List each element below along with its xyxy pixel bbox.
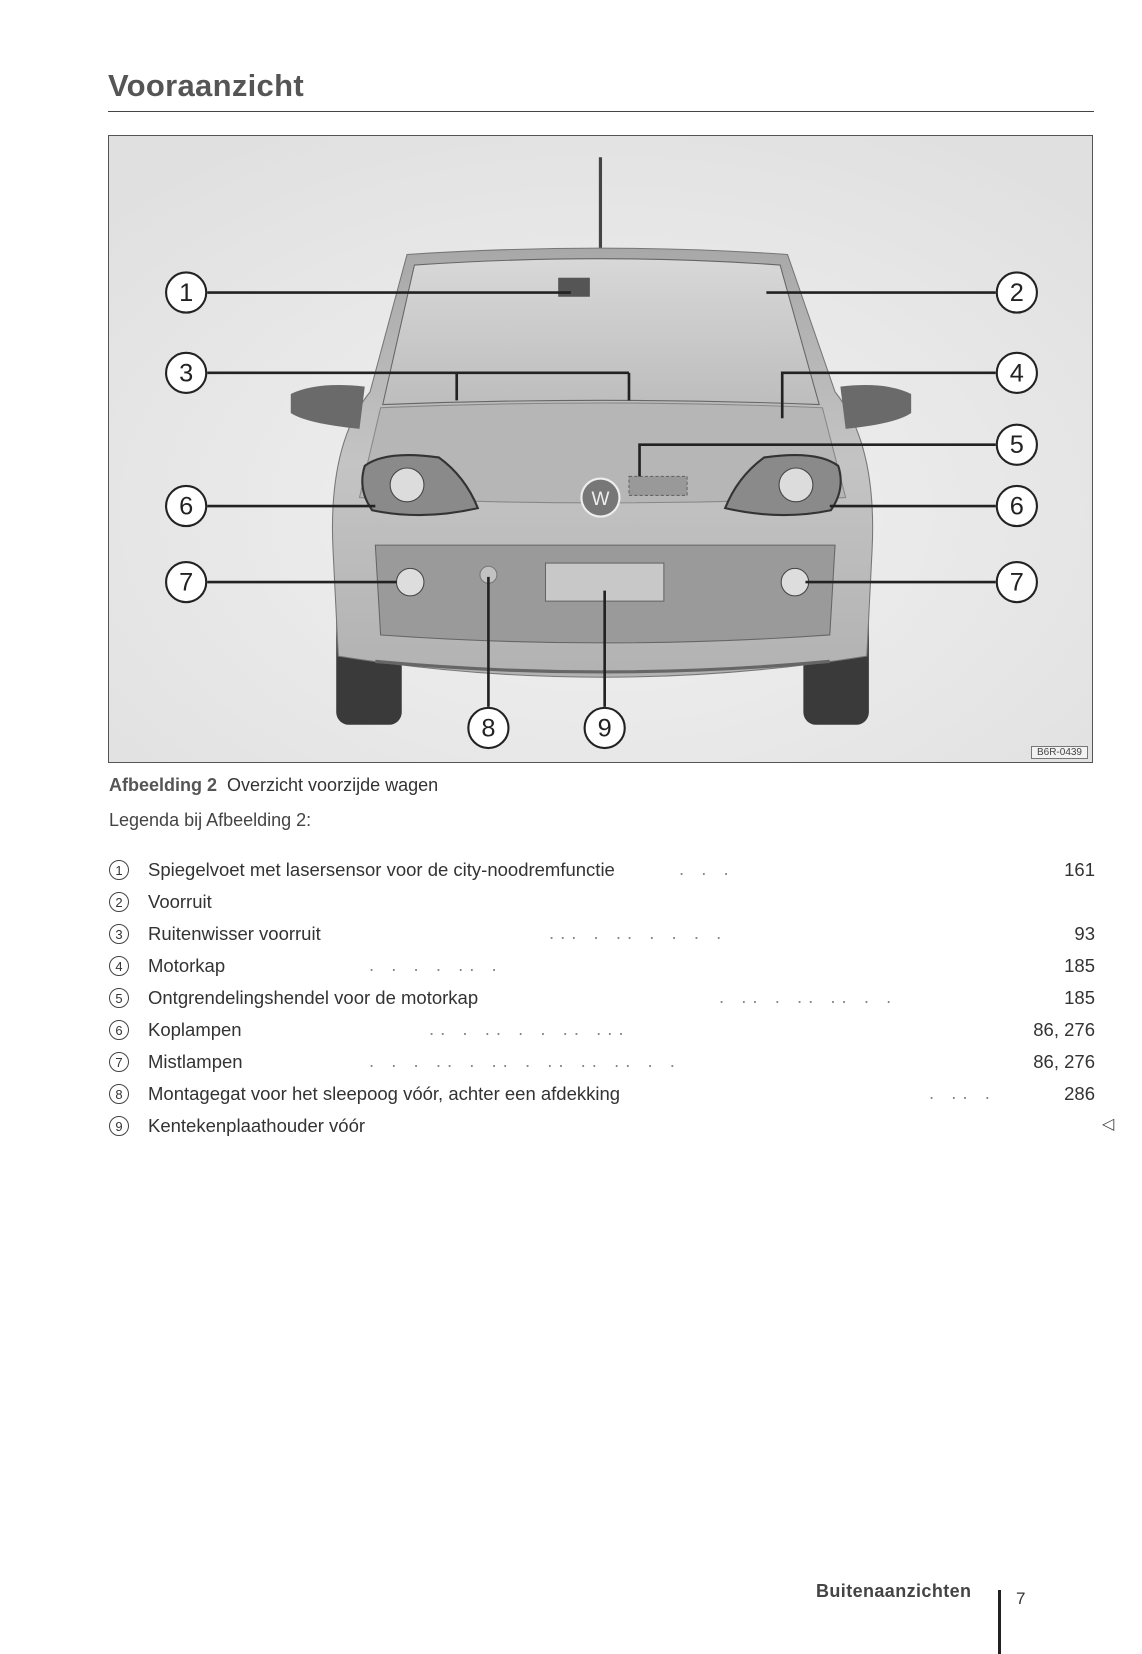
legend-number: 3 bbox=[109, 924, 129, 944]
page-number: 7 bbox=[1016, 1589, 1026, 1608]
figure-code: B6R-0439 bbox=[1031, 746, 1088, 759]
callout-9 bbox=[585, 708, 625, 748]
legend-label: Kentekenplaathouder vóór bbox=[148, 1115, 366, 1136]
legend-item: 7 Mistlampen . . . .. . .. . .. .. .. . . 86, 276 bbox=[109, 1050, 1095, 1082]
legend-item: 4 Motorkap . . . . .. . 185 bbox=[109, 954, 1095, 986]
svg-text:W: W bbox=[591, 488, 610, 510]
legend-intro: Legenda bij Afbeelding 2: bbox=[109, 810, 312, 830]
legend-item: 3 Ruitenwisser voorruit ... . .. . . . . 93 bbox=[109, 922, 1095, 954]
callout-7-left bbox=[166, 562, 206, 602]
legend-number: 8 bbox=[109, 1084, 129, 1104]
caption-text: Overzicht voorzijde wagen bbox=[227, 775, 439, 795]
title-divider bbox=[108, 111, 1094, 112]
legend-item bbox=[109, 890, 1095, 922]
callout-2 bbox=[997, 272, 1037, 312]
legend-item: 5 Ontgrendelingshendel voor de motorkap . .. . .. .. . . 185 bbox=[109, 986, 1095, 1018]
legend-page-ref[interactable]: 86, 276 bbox=[1033, 1019, 1095, 1040]
legend-number: 7 bbox=[109, 1052, 129, 1072]
legend-list bbox=[109, 858, 1095, 1146]
svg-text:6: 6 bbox=[1009, 492, 1024, 521]
legend-page-ref[interactable]: 161 bbox=[1064, 859, 1095, 880]
figure-caption bbox=[109, 775, 438, 796]
svg-text:5: 5 bbox=[1009, 431, 1024, 460]
legend-label: Ontgrendelingshendel voor de motorkap bbox=[148, 987, 479, 1008]
svg-text:2: 2 bbox=[1009, 278, 1024, 307]
legend-number: 5 bbox=[109, 988, 129, 1008]
legend-label: Motorkap bbox=[148, 955, 226, 976]
section-end-triangle-icon: ◁ bbox=[1102, 1116, 1115, 1133]
svg-text:6: 6 bbox=[179, 492, 194, 521]
legend-page-ref[interactable]: 185 bbox=[1064, 987, 1095, 1008]
legend-number: 4 bbox=[109, 956, 129, 976]
footer-section-title: Buitenaanzichten bbox=[816, 1581, 972, 1601]
legend-item: 1 Spiegelvoet met lasersensor voor de city-noodremfunctie . . . 161 bbox=[109, 858, 1095, 890]
front-view-figure bbox=[108, 135, 1093, 763]
legend-number: 6 bbox=[109, 1020, 129, 1040]
callout-8 bbox=[468, 708, 508, 748]
svg-text:7: 7 bbox=[179, 568, 194, 597]
legend-label: Mistlampen bbox=[148, 1051, 243, 1072]
caption-label: Afbeelding 2 bbox=[109, 775, 218, 795]
svg-text:8: 8 bbox=[481, 714, 496, 743]
page-title: Vooraanzicht bbox=[108, 68, 304, 103]
callout-7-right bbox=[997, 562, 1037, 602]
svg-text:9: 9 bbox=[597, 714, 612, 743]
callout-1 bbox=[166, 272, 206, 312]
legend-label: Spiegelvoet met lasersensor voor de city-noodremfunctie bbox=[148, 859, 615, 880]
legend-number: 1 bbox=[109, 860, 129, 880]
footer-divider bbox=[998, 1590, 1001, 1654]
legend-page-ref[interactable]: 185 bbox=[1064, 955, 1095, 976]
legend-label: Montagegat voor het sleepoog vóór, achter een afdekking bbox=[148, 1083, 621, 1104]
callout-3 bbox=[166, 353, 206, 393]
legend-item bbox=[109, 1114, 1095, 1146]
svg-text:1: 1 bbox=[179, 278, 194, 307]
legend-label: Voorruit bbox=[148, 891, 212, 912]
callout-6-left bbox=[166, 486, 206, 526]
legend-item: 8 Montagegat voor het sleepoog vóór, achter een afdekking . .. . 286 bbox=[109, 1082, 1095, 1114]
callout-4 bbox=[997, 353, 1037, 393]
legend-label: Ruitenwisser voorruit bbox=[148, 923, 321, 944]
callout-6-right bbox=[997, 486, 1037, 526]
legend-number: 2 bbox=[109, 892, 129, 912]
legend-page-ref[interactable]: 93 bbox=[1074, 923, 1095, 944]
legend-page-ref[interactable]: 86, 276 bbox=[1033, 1051, 1095, 1072]
car-front-illustration bbox=[109, 136, 1093, 763]
svg-text:4: 4 bbox=[1009, 359, 1024, 388]
callout-5 bbox=[997, 425, 1037, 465]
legend-label: Koplampen bbox=[148, 1019, 242, 1040]
svg-text:3: 3 bbox=[179, 359, 194, 388]
legend-page-ref[interactable]: 286 bbox=[1064, 1083, 1095, 1104]
svg-text:7: 7 bbox=[1009, 568, 1024, 597]
legend-item: 6 Koplampen .. . .. . . .. ... 86, 276 bbox=[109, 1018, 1095, 1050]
legend-number: 9 bbox=[109, 1116, 129, 1136]
